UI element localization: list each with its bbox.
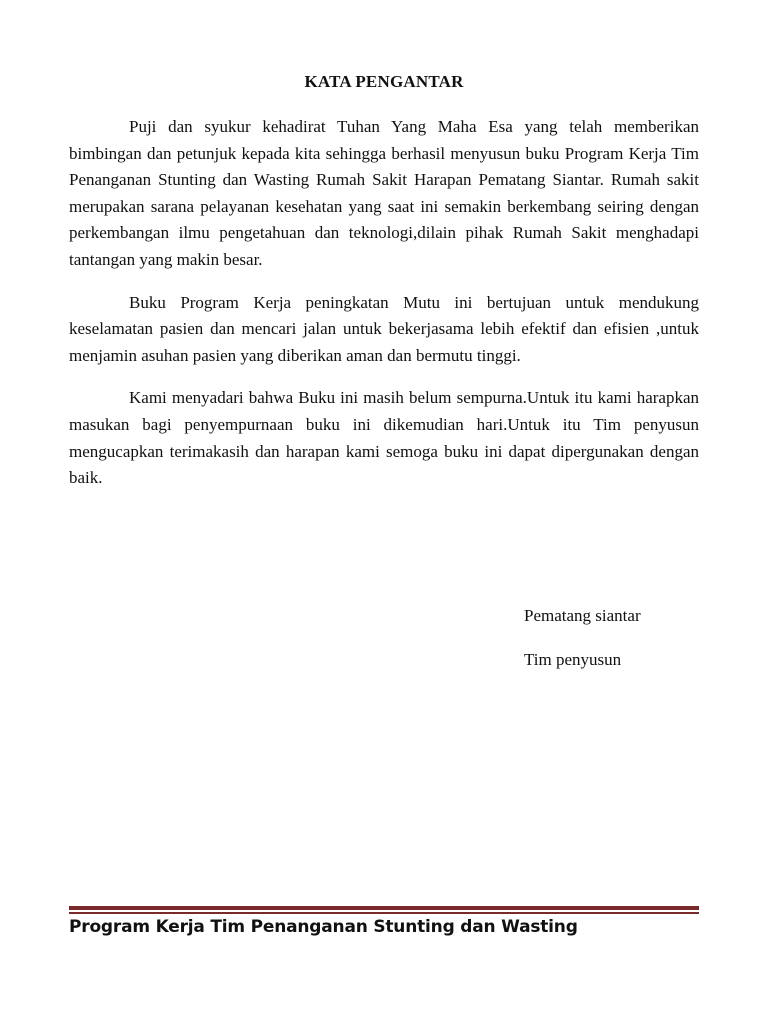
signature-place: Pematang siantar: [524, 606, 641, 625]
signature-team: Tim penyusun: [524, 650, 622, 669]
body-text: [69, 114, 699, 508]
paragraph-2: Buku Program Kerja peningkatan Mutu ini bertujuan untuk mendukung keselamatan pasien dan mencari jalan untuk bekerjasama lebih efektif dan efisien ,untuk menjamin asuhan pasien yang diberikan aman dan bermutu tinggi.: [69, 292, 699, 365]
paragraph-3: Kami menyadari bahwa Buku ini masih belum sempurna.Untuk itu kami harapkan masukan bagi penyempurnaan buku ini dikemudian hari.Untuk itu Tim penyusun mengucapkan terimakasih dan harapan kami semoga buku ini dapat dipergunakan dengan baik.: [69, 388, 699, 488]
paragraph-1: Puji dan syukur kehadirat Tuhan Yang Maha Esa yang telah memberikan bimbingan dan petunjuk kepada kita sehingga berhasil menyusun buku Program Kerja Tim Penanganan Stunting dan Wasting Rumah Sakit Harapan Pematang Siantar. Rumah sakit merupakan sarana pelayanan kesehatan yang saat ini semakin berkembang seiring dengan perkembangan ilmu pengetahuan dan teknologi,dilain pihak Rumah Sakit menghadapi tantangan yang makin besar.: [69, 117, 699, 269]
footer-rule-thin: [69, 912, 699, 914]
page-title: KATA PENGANTAR: [304, 72, 464, 91]
footer-text: Program Kerja Tim Penanganan Stunting dan Wasting: [69, 917, 578, 937]
footer-rule-thick: [69, 906, 699, 910]
